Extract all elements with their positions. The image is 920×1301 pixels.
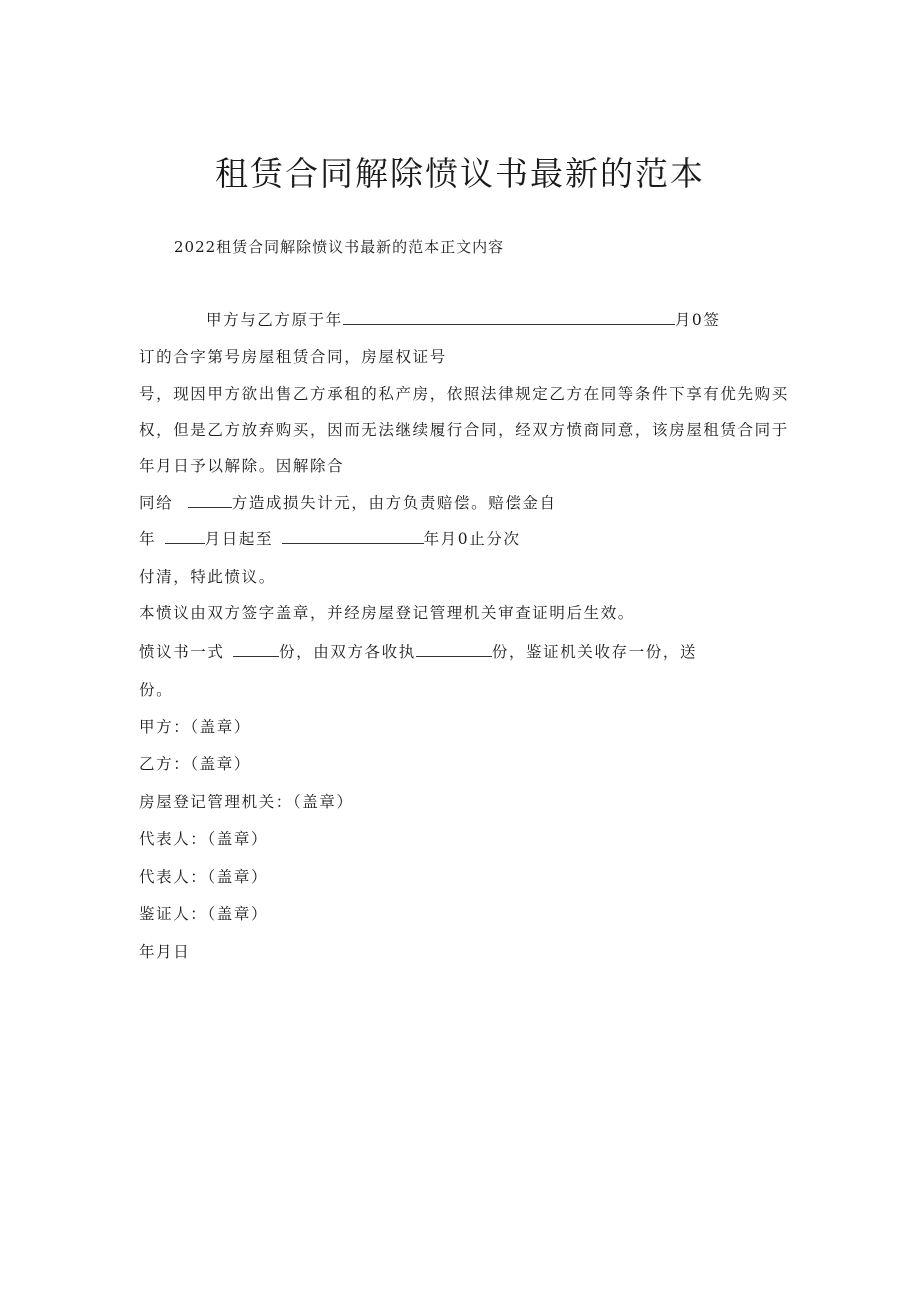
paragraph-line-7 bbox=[139, 527, 521, 549]
paragraph-line-1 bbox=[206, 308, 720, 330]
fill-blank bbox=[282, 528, 424, 544]
fill-blank bbox=[165, 528, 205, 544]
signature-representative-2: 代表人：（盖章） bbox=[139, 868, 269, 886]
paragraph-line-2: 订的合字第号房屋租赁合同，房屋权证号 bbox=[139, 348, 447, 366]
paragraph-line-6 bbox=[139, 491, 557, 513]
paragraph-line-5: 年月日予以解除。因解除合 bbox=[139, 457, 345, 475]
text-segment: 年 bbox=[139, 530, 157, 548]
paragraph-line-11: 份。 bbox=[139, 681, 174, 699]
text-segment: 方造成损失计元，由方负责赔偿。赔偿金自 bbox=[231, 494, 557, 512]
text-segment: 份，鉴证机关收存一份，送 bbox=[491, 643, 698, 661]
paragraph-line-10 bbox=[139, 640, 697, 662]
signature-housing-authority: 房屋登记管理机关：（盖章） bbox=[139, 793, 354, 811]
signature-witness: 鉴证人：（盖章） bbox=[139, 905, 269, 923]
text-segment: 年月0止分次 bbox=[423, 530, 521, 548]
fill-blank bbox=[343, 309, 675, 325]
fill-blank bbox=[233, 641, 279, 657]
paragraph-line-9: 本愤议由双方签字盖章，并经房屋登记管理机关审查证明后生效。 bbox=[139, 604, 635, 622]
text-segment: 同给 bbox=[139, 494, 174, 512]
text-segment: 甲方与乙方原于年 bbox=[206, 311, 343, 329]
paragraph-line-8: 付清，特此愤议。 bbox=[139, 568, 276, 586]
signature-party-a: 甲方：（盖章） bbox=[139, 718, 251, 736]
signature-representative-1: 代表人：（盖章） bbox=[139, 830, 269, 848]
text-segment: 愤议书一式 bbox=[139, 643, 225, 661]
signature-party-b: 乙方：（盖章） bbox=[139, 755, 251, 773]
text-segment: 月日起至 bbox=[204, 530, 274, 548]
text-segment: 月0签 bbox=[674, 311, 721, 329]
signature-date: 年月日 bbox=[139, 943, 191, 961]
paragraph-line-4: 权，但是乙方放弃购买，因而无法继续履行合同，经双方愤商同意，该房屋租赁合同于 bbox=[139, 421, 789, 439]
paragraph-line-3: 号，现因甲方欲出售乙方承租的私产房，依照法律规定乙方在同等条件下享有优先购买 bbox=[139, 385, 789, 403]
text-segment: 份，由双方各收执 bbox=[279, 643, 416, 661]
fill-blank bbox=[188, 492, 232, 508]
document-title: 租赁合同解除愤议书最新的范本 bbox=[215, 154, 705, 193]
fill-blank bbox=[416, 641, 492, 657]
document-subtitle: 2022租赁合同解除愤议书最新的范本正文内容 bbox=[174, 238, 505, 256]
